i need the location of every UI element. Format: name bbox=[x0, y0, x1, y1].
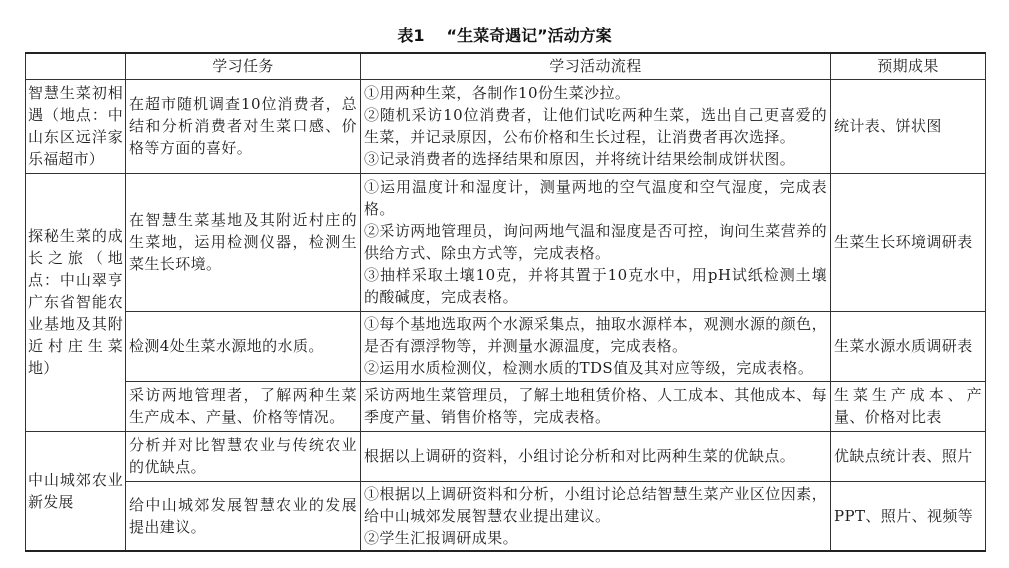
table-row bbox=[26, 381, 986, 431]
flow-step: ②运用水质检测仪，检测水质的TDS值及其对应等级，完成表格。 bbox=[364, 359, 814, 377]
task-cell: 分析并对比智慧农业与传统农业的优缺点。 bbox=[126, 431, 361, 481]
flow-step: ①每个基地选取两个水源采集点，抽取水源样本，观测水源的颜色，是否有漂浮物等，并测量水源温度，完成表格。 bbox=[364, 315, 827, 355]
flow-cell bbox=[361, 481, 831, 551]
header-corner-cell bbox=[26, 53, 126, 79]
table-row bbox=[26, 79, 986, 173]
outcome-cell: PPT、照片、视频等 bbox=[831, 481, 986, 551]
flow-step: ①运用温度计和湿度计，测量两地的空气温度和空气湿度，完成表格。 bbox=[364, 178, 827, 218]
table-row bbox=[26, 311, 986, 381]
table-number: 表1 bbox=[397, 26, 425, 45]
table-row bbox=[26, 173, 986, 311]
flow-step: ③记录消费者的选择结果和原因，并将统计结果绘制成饼状图。 bbox=[364, 150, 796, 168]
header-row bbox=[26, 53, 986, 79]
flow-step: 采访两地生菜管理员，了解土地租赁价格、人工成本、其他成本、每季度产量、销售价格等，完成表格。 bbox=[364, 386, 827, 426]
flow-step: ②学生汇报调研成果。 bbox=[364, 528, 519, 547]
flow-step: ③抽样采取土壤10克，并将其置于10克水中，用pH试纸检测土壤的酸碱度，完成表格。 bbox=[364, 266, 827, 306]
header-outcome: 预期成果 bbox=[831, 53, 986, 79]
outcome-cell: 生菜生产成本、产量、价格对比表 bbox=[831, 381, 986, 431]
table-title-text: “生菜奇遇记”活动方案 bbox=[446, 26, 612, 45]
group-label: 智慧生菜初相遇（地点：中山东区远洋家乐福超市） bbox=[26, 79, 126, 173]
flow-cell bbox=[361, 381, 831, 431]
header-task: 学习任务 bbox=[126, 53, 361, 79]
task-cell: 在超市随机调查10位消费者，总结和分析消费者对生菜口感、价格等方面的喜好。 bbox=[126, 79, 361, 173]
outcome-cell: 生菜水源水质调研表 bbox=[831, 311, 986, 381]
flow-cell bbox=[361, 79, 831, 173]
outcome-cell: 优缺点统计表、照片 bbox=[831, 431, 986, 481]
header-flow: 学习活动流程 bbox=[361, 53, 831, 79]
table-row bbox=[26, 431, 986, 481]
group-label: 探秘生菜的成长之旅（地点：中山翠亨广东省智能农业基地及其附近村庄生菜地） bbox=[26, 173, 126, 431]
flow-cell bbox=[361, 431, 831, 481]
flow-step: ①用两种生菜，各制作10份生菜沙拉。 bbox=[364, 84, 631, 102]
task-cell: 给中山城郊发展智慧农业的发展提出建议。 bbox=[126, 481, 361, 551]
flow-step: 根据以上调研的资料，小组讨论分析和对比两种生菜的优缺点。 bbox=[364, 447, 796, 465]
outcome-cell: 生菜生长环境调研表 bbox=[831, 173, 986, 311]
task-cell: 检测4处生菜水源地的水质。 bbox=[126, 311, 361, 381]
flow-cell bbox=[361, 173, 831, 311]
flow-step: ②随机采访10位消费者，让他们试吃两种生菜，选出自己更喜爱的生菜，并记录原因，公布价格和生长过程，让消费者再次选择。 bbox=[364, 106, 827, 146]
flow-step: ①根据以上调研资料和分析，小组讨论总结智慧生菜产业区位因素，给中山城郊发展智慧农业提出建议。 bbox=[364, 484, 827, 525]
group-label: 中山城郊农业新发展 bbox=[26, 431, 126, 551]
flow-cell bbox=[361, 311, 831, 381]
task-cell: 采访两地管理者，了解两种生菜生产成本、产量、价格等情况。 bbox=[126, 381, 361, 431]
activity-plan-table bbox=[25, 52, 986, 552]
table-title bbox=[0, 24, 1009, 48]
flow-step: ②采访两地管理员，询问两地气温和湿度是否可控，询问生菜营养的供给方式、除虫方式等，完成表格。 bbox=[364, 222, 827, 262]
outcome-cell: 统计表、饼状图 bbox=[831, 79, 986, 173]
table-row bbox=[26, 481, 986, 551]
task-cell: 在智慧生菜基地及其附近村庄的生菜地，运用检测仪器，检测生菜生长环境。 bbox=[126, 173, 361, 311]
